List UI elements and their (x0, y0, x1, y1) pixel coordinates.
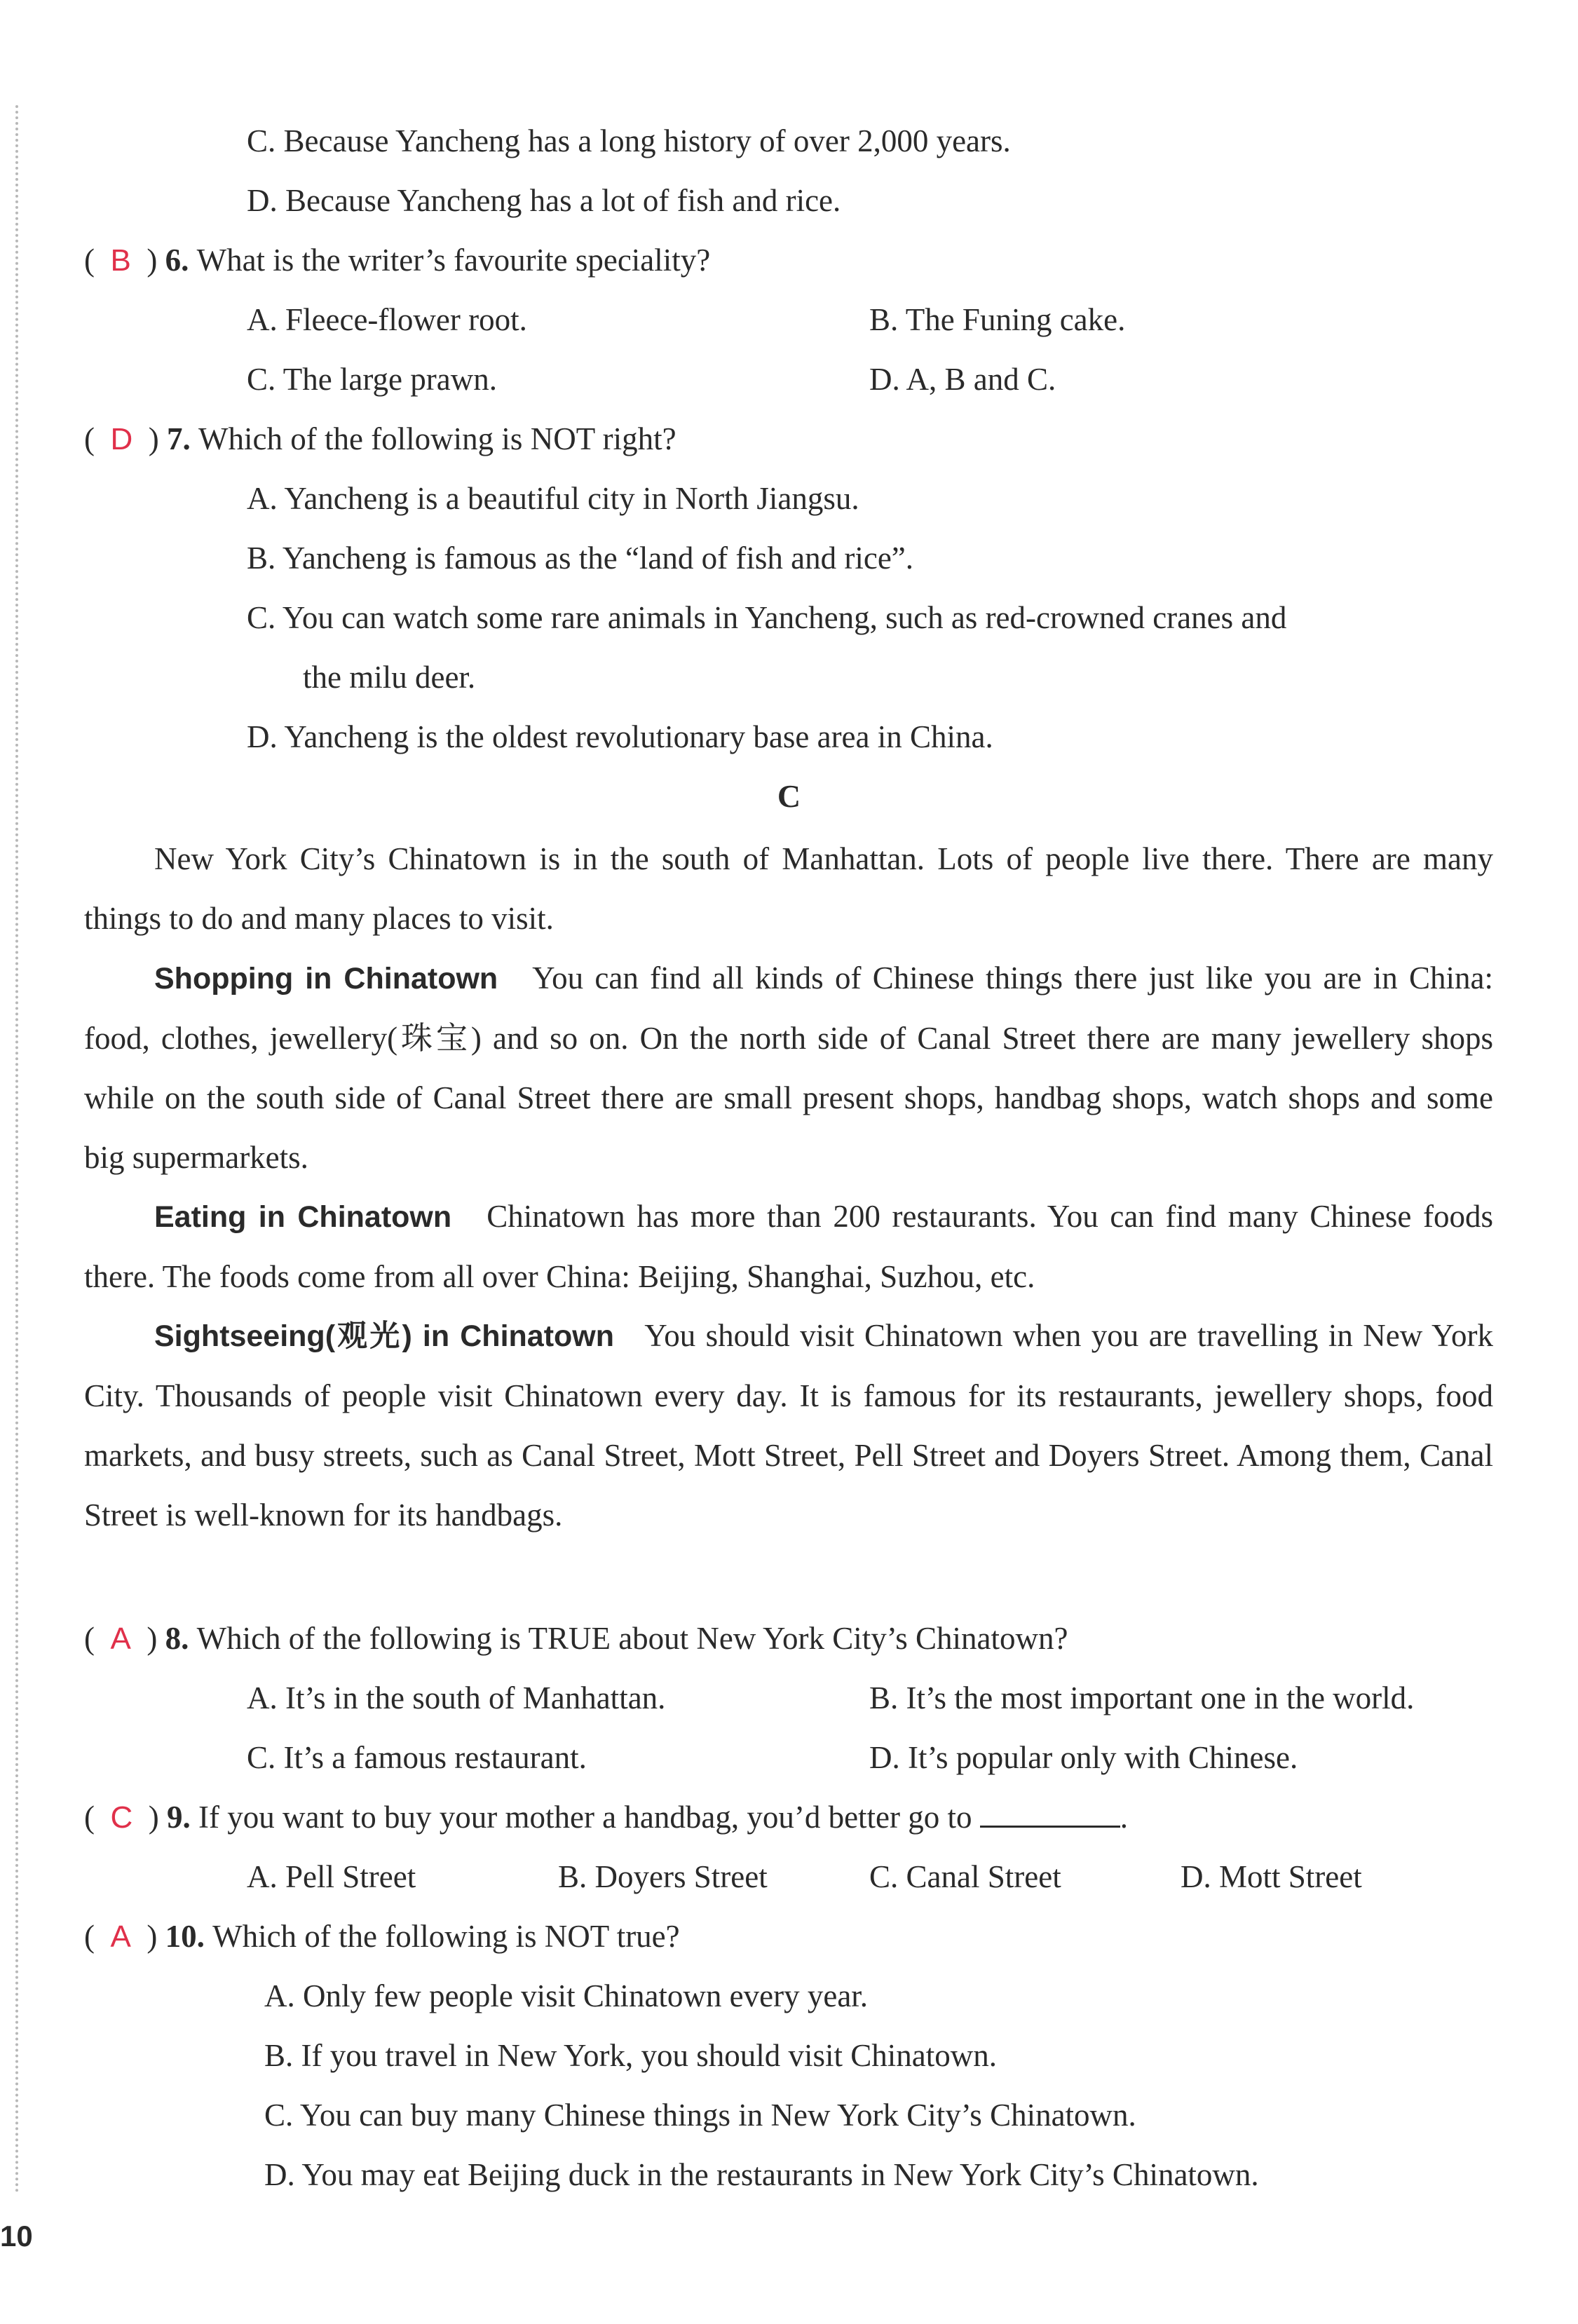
question-10-number: 10. (165, 1919, 205, 1954)
passage-shopping-paragraph (84, 949, 1493, 1188)
question-7-option-b: B. Yancheng is famous as the “land of fish and rice”. (247, 541, 914, 576)
question-10-answer: A (110, 1919, 131, 1954)
question-8-option-d: D. It’s popular only with Chinese. (869, 1740, 1298, 1775)
question-6-option-d: D. A, B and C. (869, 362, 1056, 397)
eating-text: Chinatown has more than 200 restaurants. You can find many Chinese foods there. The foods come from all over China: Beijing, Shanghai, Suzhou, etc. (84, 1199, 1494, 1294)
question-9-text: If you want to buy your mother a handbag, you’d better go to (198, 1800, 972, 1835)
question-8-number: 8. (165, 1621, 189, 1656)
question-9-answer-blank (980, 1798, 1120, 1828)
question-10-option-b: B. If you travel in New York, you should visit Chinatown. (264, 2038, 997, 2073)
question-7-option-d: D. Yancheng is the oldest revolutionary base area in China. (247, 719, 993, 754)
question-7-stem: ( D ) 7. Which of the following is NOT right? (84, 421, 676, 456)
question-9-end-punctuation: . (1120, 1800, 1129, 1835)
question-6-option-c: C. The large prawn. (247, 362, 497, 397)
passage-eating-paragraph (84, 1187, 1493, 1307)
question-6-text: What is the writer’s favourite speciality? (196, 243, 711, 278)
passage-intro: New York City’s Chinatown is in the south of Manhattan. Lots of people live there. There are many things to do and many places to visit. (84, 841, 1493, 936)
question-10-text: Which of the following is NOT true? (212, 1919, 680, 1954)
question-8-stem: ( A ) 8. Which of the following is TRUE about New York City’s Chinatown? (84, 1621, 1068, 1656)
prev-question-option-d: D. Because Yancheng has a lot of fish and rice. (247, 183, 841, 218)
question-10-option-a: A. Only few people visit Chinatown every year. (264, 1978, 869, 2013)
question-9-stem: ( C ) 9. If you want to buy your mother a handbag, you’d better go to . (84, 1796, 1128, 1839)
page-number: 10 (0, 2220, 33, 2252)
question-7-number: 7. (167, 421, 191, 456)
question-6-option-b: B. The Funing cake. (869, 302, 1126, 337)
question-8-answer: A (110, 1622, 131, 1656)
question-8-option-a: A. It’s in the south of Manhattan. (247, 1680, 666, 1715)
shopping-heading: Shopping in Chinatown (154, 962, 498, 995)
question-9-option-c: C. Canal Street (869, 1859, 1061, 1894)
question-9-option-a: A. Pell Street (247, 1859, 416, 1894)
eating-heading: Eating in Chinatown (154, 1200, 452, 1234)
question-7-option-a: A. Yancheng is a beautiful city in North Jiangsu. (247, 481, 859, 516)
question-6-option-a: A. Fleece-flower root. (247, 302, 527, 337)
question-9-answer: C (110, 1800, 133, 1835)
question-10-option-c: C. You can buy many Chinese things in New York City’s Chinatown. (264, 2098, 1136, 2133)
sightseeing-text: You should visit Chinatown when you are travelling in New York City. Thousands of people visit Chinatown every day. It is famous for its restaurants, jewellery shops, food markets, and busy streets, such as Canal Street, Mott Street, Pell Street and Doyers Street. Among them, Canal Street is well-known for its handbags. (84, 1318, 1493, 1533)
question-7-option-c-continued: the milu deer. (303, 660, 476, 695)
passage-sightseeing-paragraph (84, 1306, 1493, 1545)
question-9-option-d: D. Mott Street (1181, 1859, 1362, 1894)
question-9-option-b: B. Doyers Street (558, 1859, 768, 1894)
question-7-option-c: C. You can watch some rare animals in Yancheng, such as red-crowned cranes and (247, 600, 1287, 635)
question-7-text: Which of the following is NOT right? (198, 421, 676, 456)
question-8-option-c: C. It’s a famous restaurant. (247, 1740, 587, 1775)
question-10-stem: ( A ) 10. Which of the following is NOT true? (84, 1919, 680, 1954)
question-10-option-d: D. You may eat Beijing duck in the restaurants in New York City’s Chinatown. (264, 2157, 1259, 2192)
question-8-text: Which of the following is TRUE about New York City’s Chinatown? (196, 1621, 1068, 1656)
section-heading: C (777, 778, 801, 814)
prev-question-option-c: C. Because Yancheng has a long history of over 2,000 years. (247, 123, 1011, 158)
question-9-number: 9. (167, 1800, 191, 1835)
question-7-answer: D (110, 422, 133, 456)
question-6-answer: B (110, 243, 131, 278)
question-8-option-b: B. It’s the most important one in the world. (869, 1680, 1415, 1715)
question-6-number: 6. (165, 243, 189, 278)
sightseeing-heading: Sightseeing(观光) in Chinatown (154, 1319, 614, 1353)
shopping-text: You can find all kinds of Chinese things there just like you are in China: food, clothes, jewellery(珠宝) and so on. On the north side of Canal Street there are many jewellery shops while on the south side of Canal Street there are small present shops, handbag shops, watch shops and some big supermarkets. (84, 960, 1493, 1175)
question-6-stem: ( B ) 6. What is the writer’s favourite speciality? (84, 243, 711, 278)
